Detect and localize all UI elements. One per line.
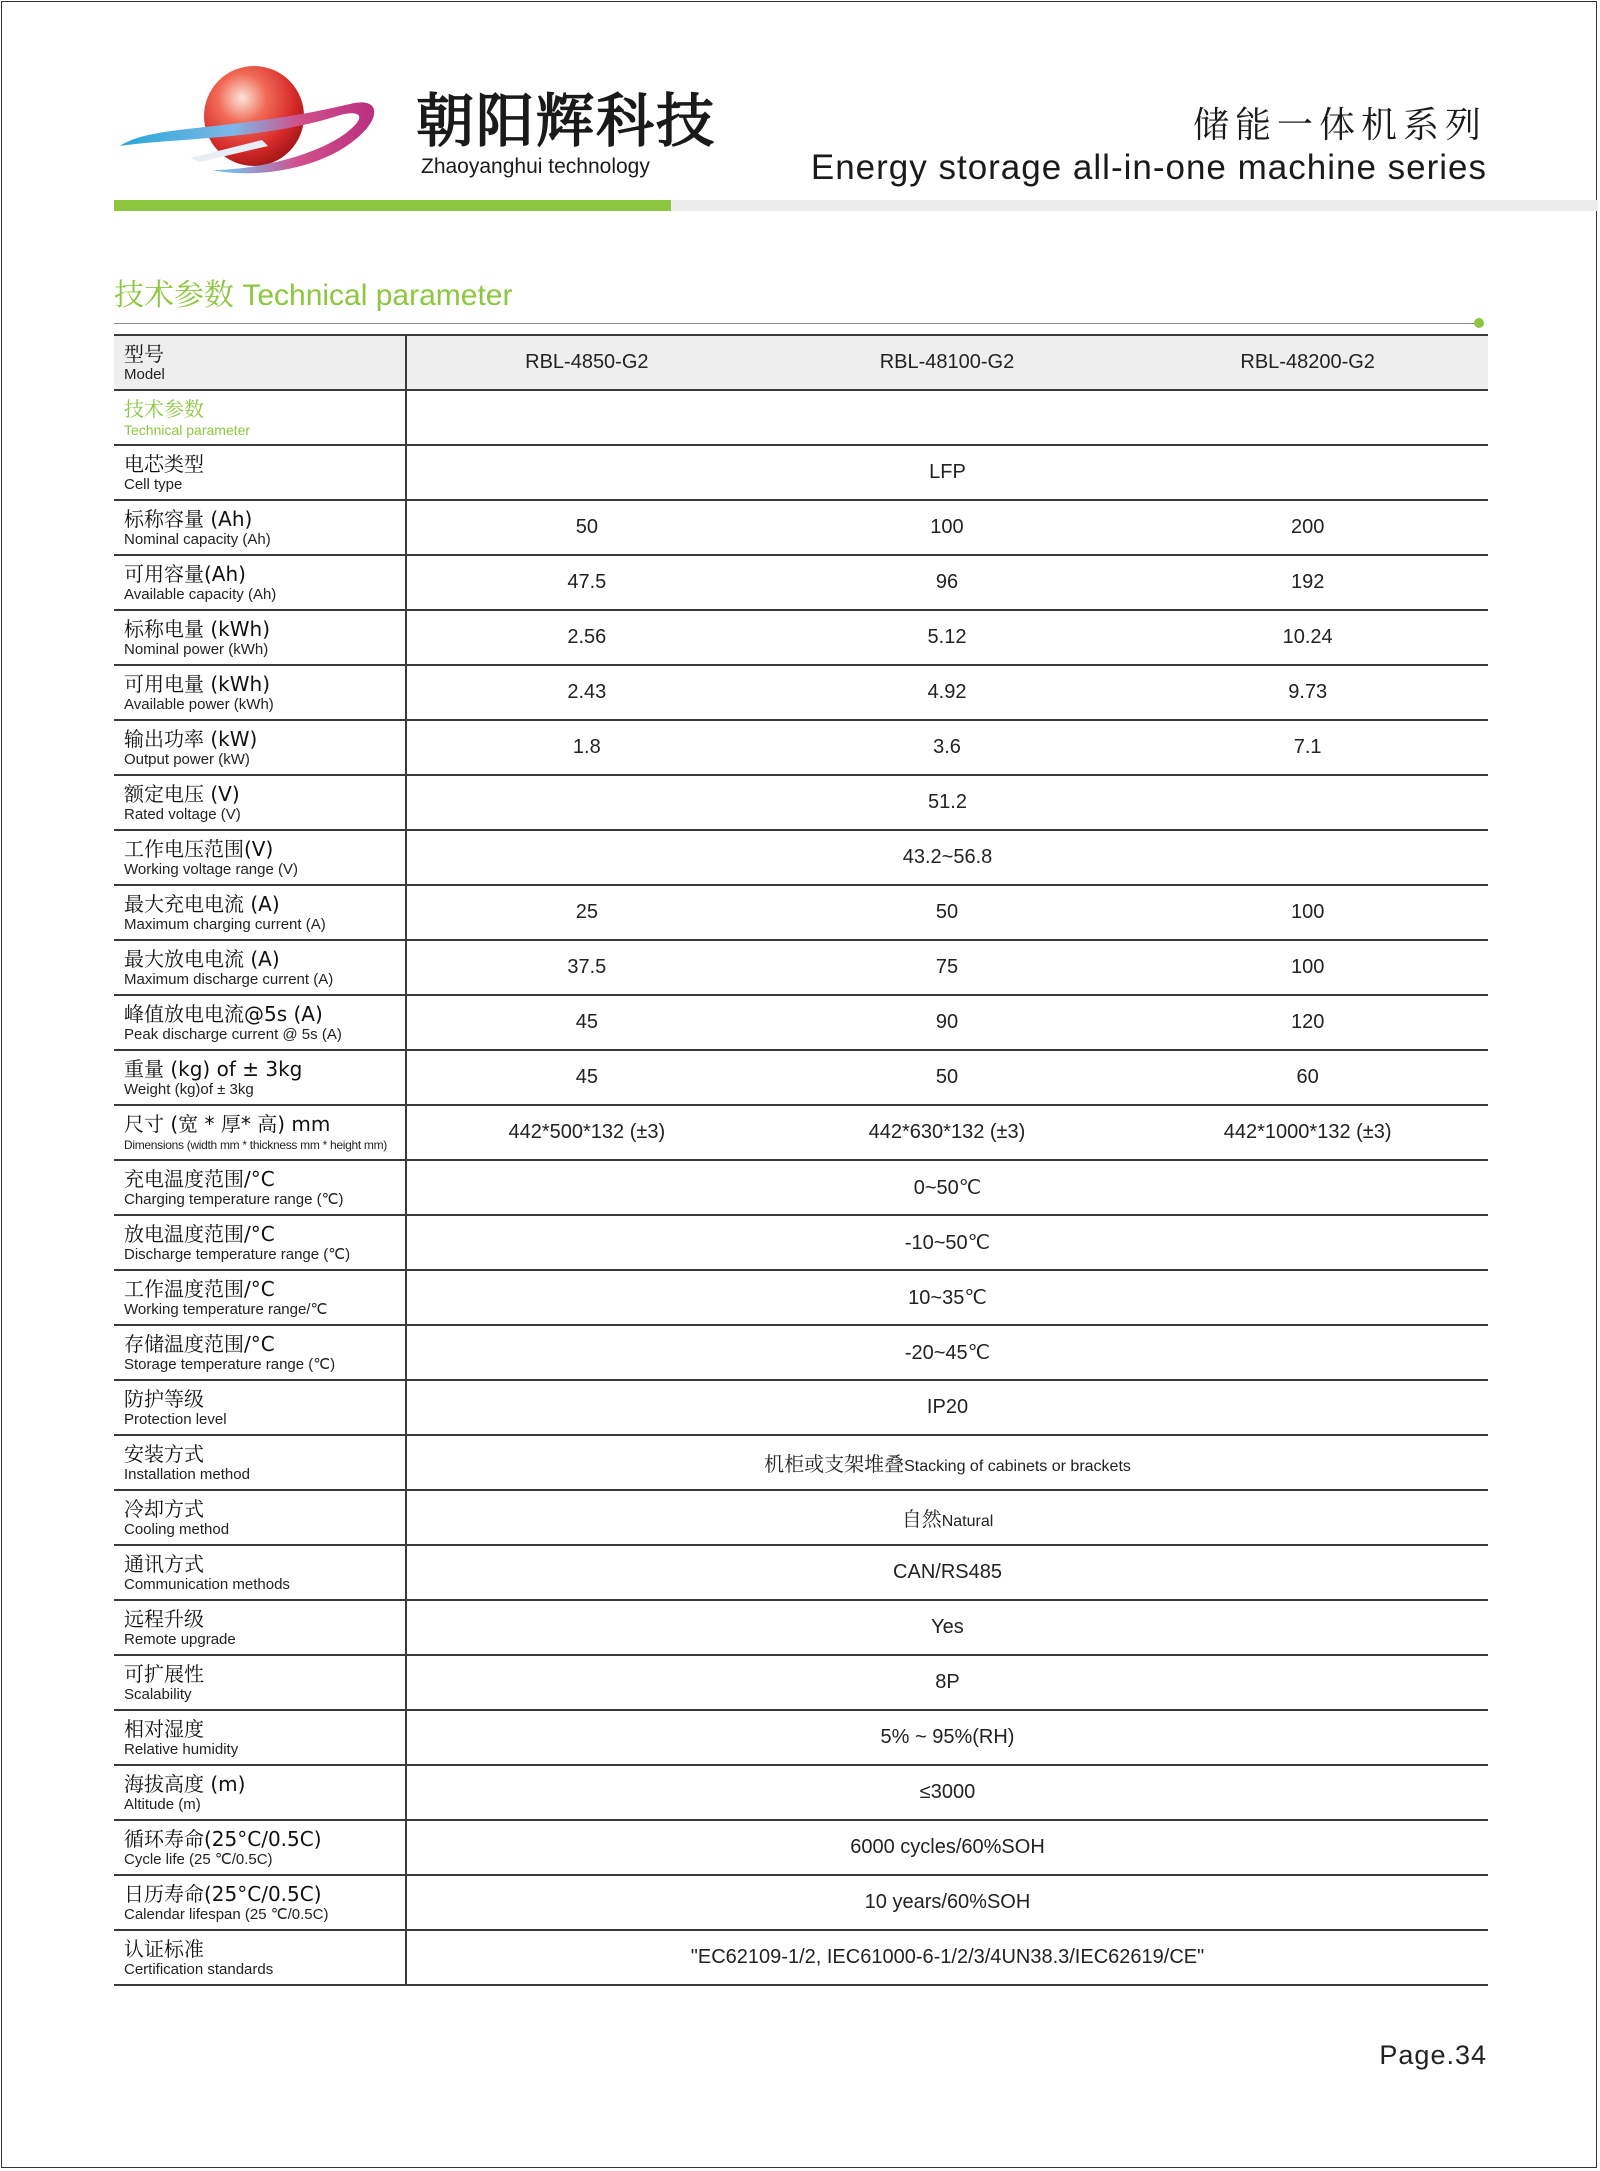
row-label-en: Cooling method: [124, 1520, 230, 1538]
subheader-empty-cell: [406, 390, 1488, 445]
table-row: [114, 1160, 1488, 1215]
row-value-model-3: 100: [1127, 885, 1488, 940]
row-label-en: Maximum charging current (A): [124, 915, 326, 933]
table-header-row: [114, 335, 1488, 390]
header-label-en: Model: [124, 365, 165, 383]
section-dot-icon: [1474, 318, 1484, 328]
row-label-cn: 可用容量(Ah): [124, 561, 246, 586]
row-value-main: LFP: [929, 461, 966, 483]
row-value-model-3: 60: [1127, 1050, 1488, 1105]
table-row: [114, 1820, 1488, 1875]
row-label-en: Rated voltage (V): [124, 805, 241, 823]
row-value-all-models: [406, 1160, 1488, 1215]
row-value-model-1: 2.43: [406, 665, 767, 720]
row-label-en: Scalability: [124, 1685, 192, 1703]
row-value-all-models: [406, 1490, 1488, 1545]
table-row: [114, 1875, 1488, 1930]
row-value-model-3: 200: [1127, 500, 1488, 555]
row-label-en: Altitude (m): [124, 1795, 201, 1813]
row-label-cn: 最大充电电流 (A): [124, 891, 280, 916]
row-label-cell: [114, 1215, 406, 1270]
row-label-en: Protection level: [124, 1410, 227, 1428]
row-value-all-models: [406, 830, 1488, 885]
row-label-cn: 循环寿命(25°C/0.5C): [124, 1826, 322, 1851]
row-value-all-models: [406, 1875, 1488, 1930]
row-label-en: Peak discharge current @ 5s (A): [124, 1025, 342, 1043]
row-value-sub: Stacking of cabinets or brackets: [904, 1458, 1131, 1475]
row-value-main: 43.2~56.8: [902, 846, 993, 868]
row-value-all-models: [406, 1270, 1488, 1325]
company-logo-icon: [112, 62, 382, 186]
row-label-cell: [114, 1490, 406, 1545]
row-label-cn: 电芯类型: [124, 451, 204, 476]
row-label-cn: 安装方式: [124, 1441, 204, 1466]
row-value-model-3: 9.73: [1127, 665, 1488, 720]
row-value-model-1: 45: [406, 995, 767, 1050]
row-label-cell: [114, 1050, 406, 1105]
row-value-main: CAN/RS485: [893, 1561, 1002, 1583]
row-value-model-3: 442*1000*132 (±3): [1127, 1105, 1488, 1160]
row-label-en: Certification standards: [124, 1960, 274, 1978]
section-divider: [114, 323, 1480, 324]
row-label-en: Cycle life (25 ℃/0.5C): [124, 1850, 273, 1868]
row-label-cn: 放电温度范围/°C: [124, 1221, 275, 1246]
row-label-cell: [114, 1325, 406, 1380]
row-label-cell: [114, 500, 406, 555]
row-value-main: 10 years/60%SOH: [864, 1891, 1031, 1913]
row-value-main: 51.2: [928, 791, 967, 813]
row-value-model-2: 5.12: [767, 610, 1128, 665]
row-label-en: Maximum discharge current (A): [124, 970, 334, 988]
row-value-model-1: 45: [406, 1050, 767, 1105]
row-label-cell: [114, 1765, 406, 1820]
row-label-cell: [114, 1655, 406, 1710]
row-label-cell: [114, 1875, 406, 1930]
row-label-en: Calendar lifespan (25 ℃/0.5C): [124, 1905, 329, 1923]
table-row: [114, 1655, 1488, 1710]
row-label-en: Relative humidity: [124, 1740, 239, 1758]
row-label-cell: [114, 1710, 406, 1765]
row-label-cn: 存储温度范围/°C: [124, 1331, 275, 1356]
row-value-main: 6000 cycles/60%SOH: [850, 1836, 1045, 1858]
row-label-cell: [114, 1160, 406, 1215]
table-row: [114, 610, 1488, 665]
table-row: [114, 1215, 1488, 1270]
row-value-all-models: [406, 1820, 1488, 1875]
row-label-cell: [114, 940, 406, 995]
row-value-model-2: 75: [767, 940, 1128, 995]
table-row: [114, 1105, 1488, 1160]
model-1: RBL-4850-G2: [406, 335, 767, 390]
row-label-cn: 冷却方式: [124, 1496, 204, 1521]
row-label-cell: [114, 1105, 406, 1160]
row-label-cn: 可扩展性: [124, 1661, 204, 1686]
row-value-model-2: 3.6: [767, 720, 1128, 775]
table-row: [114, 445, 1488, 500]
row-value-sub: Natural: [941, 1513, 994, 1530]
spec-table: [114, 334, 1488, 1986]
row-label-en: Output power (kW): [124, 750, 250, 768]
table-row: [114, 1050, 1488, 1105]
table-row: [114, 775, 1488, 830]
series-title-en: Energy storage all-in-one machine series: [810, 148, 1487, 187]
row-label-cell: [114, 775, 406, 830]
table-row: [114, 885, 1488, 940]
row-value-all-models: [406, 1545, 1488, 1600]
table-subheader-row: [114, 390, 1488, 445]
row-value-all-models: [406, 1215, 1488, 1270]
row-label-cn: 通讯方式: [124, 1551, 204, 1576]
row-value-model-2: 50: [767, 1050, 1128, 1105]
row-label-cell: [114, 555, 406, 610]
row-label-en: Discharge temperature range (℃): [124, 1245, 351, 1263]
header-label-cn: 型号: [124, 341, 164, 366]
row-label-en: Nominal capacity (Ah): [124, 530, 271, 548]
brand-name-en: Zhaoyanghui technology: [421, 155, 650, 178]
series-title-cn: 储能一体机系列: [1192, 105, 1487, 146]
brand-name-cn: 朝阳辉科技: [416, 87, 717, 155]
row-label-en: Weight (kg)of ± 3kg: [124, 1080, 254, 1098]
row-value-model-2: 4.92: [767, 665, 1128, 720]
row-value-main: 10~35℃: [908, 1287, 987, 1309]
row-label-cn: 可用电量 (kWh): [124, 671, 270, 696]
row-value-model-1: 50: [406, 500, 767, 555]
row-label-cn: 工作温度范围/°C: [124, 1276, 275, 1301]
page-number: Page.34: [1379, 2040, 1487, 2070]
row-label-en: Working temperature range/℃: [124, 1300, 328, 1318]
row-label-cn: 最大放电电流 (A): [124, 946, 280, 971]
row-label-en: Communication methods: [124, 1575, 290, 1593]
table-row: [114, 500, 1488, 555]
table-row: [114, 720, 1488, 775]
row-value-main: -10~50℃: [904, 1232, 991, 1254]
row-label-en: Working voltage range (V): [124, 860, 298, 878]
table-row: [114, 1380, 1488, 1435]
row-label-cell: [114, 1820, 406, 1875]
row-label-cn: 标称电量 (kWh): [124, 616, 270, 641]
row-value-main: Yes: [931, 1616, 964, 1638]
row-value-main: 5% ~ 95%(RH): [880, 1726, 1015, 1748]
row-label-cn: 标称容量 (Ah): [124, 506, 253, 531]
row-label-cn: 远程升级: [124, 1606, 204, 1631]
row-label-cell: [114, 1380, 406, 1435]
row-value-model-3: 10.24: [1127, 610, 1488, 665]
row-label-cell: [114, 720, 406, 775]
row-label-cn: 尺寸 (宽 * 厚* 高) mm: [124, 1111, 331, 1136]
row-label-cell: [114, 1270, 406, 1325]
row-label-cell: [114, 1930, 406, 1985]
row-value-model-1: 442*500*132 (±3): [406, 1105, 767, 1160]
header-divider-bar: [671, 200, 1598, 211]
row-value-model-1: 25: [406, 885, 767, 940]
row-value-model-1: 37.5: [406, 940, 767, 995]
row-label-cell: [114, 995, 406, 1050]
row-label-en: Storage temperature range (℃): [124, 1355, 336, 1373]
row-value-main: 0~50℃: [913, 1177, 982, 1199]
row-value-model-2: 100: [767, 500, 1128, 555]
row-label-cn: 额定电压 (V): [124, 781, 240, 806]
row-value-main: -20~45℃: [904, 1342, 991, 1364]
row-label-cn: 充电温度范围/°C: [124, 1166, 275, 1191]
row-label-cell: [114, 1545, 406, 1600]
row-value-all-models: [406, 1325, 1488, 1380]
table-row: [114, 1435, 1488, 1490]
row-label-cell: [114, 1435, 406, 1490]
row-value-model-2: 50: [767, 885, 1128, 940]
row-label-en: Nominal power (kWh): [124, 640, 269, 658]
table-row: [114, 1545, 1488, 1600]
row-value-all-models: [406, 775, 1488, 830]
row-value-all-models: [406, 1710, 1488, 1765]
row-label-en: Charging temperature range (℃): [124, 1190, 344, 1208]
row-value-model-1: 1.8: [406, 720, 767, 775]
row-label-en: Available capacity (Ah): [124, 585, 277, 603]
section-title: 技术参数 Technical parameter: [114, 279, 513, 312]
row-value-model-2: 90: [767, 995, 1128, 1050]
row-value-all-models: [406, 1930, 1488, 1985]
row-value-all-models: [406, 445, 1488, 500]
row-value-model-2: 96: [767, 555, 1128, 610]
table-row: [114, 1325, 1488, 1380]
row-value-line2: UN38.3/IEC62619/CE": [1001, 1946, 1205, 1968]
row-label-cn: 峰值放电电流@5s (A): [124, 1001, 323, 1026]
row-label-en: Dimensions (width mm * thickness mm * height mm): [124, 1137, 388, 1152]
row-value-main: 机柜或支架堆叠: [764, 1454, 905, 1476]
table-row: [114, 1930, 1488, 1985]
model-3: RBL-48200-G2: [1127, 335, 1488, 390]
row-value-model-3: 120: [1127, 995, 1488, 1050]
row-label-cell: [114, 885, 406, 940]
table-row: [114, 1710, 1488, 1765]
row-label-cell: [114, 665, 406, 720]
row-label-cn: 认证标准: [124, 1936, 204, 1961]
table-row: [114, 940, 1488, 995]
model-2: RBL-48100-G2: [767, 335, 1128, 390]
row-value-model-1: 2.56: [406, 610, 767, 665]
row-value-all-models: [406, 1600, 1488, 1655]
row-label-cn: 日历寿命(25°C/0.5C): [124, 1881, 322, 1906]
table-row: [114, 1490, 1488, 1545]
row-label-cell: [114, 830, 406, 885]
row-value-all-models: [406, 1435, 1488, 1490]
row-value-main: IP20: [926, 1396, 969, 1418]
row-label-en: Installation method: [124, 1465, 250, 1483]
row-value-model-3: 192: [1127, 555, 1488, 610]
row-value-model-2: 442*630*132 (±3): [767, 1105, 1128, 1160]
row-value-main: "EC62109-1/2, IEC61000-6-1/2/3/4: [690, 1946, 1002, 1968]
row-label-en: Cell type: [124, 475, 183, 493]
table-row: [114, 1270, 1488, 1325]
row-value-main: 8P: [935, 1671, 960, 1693]
row-value-main: ≤3000: [919, 1781, 976, 1803]
row-label-cn: 海拔高度 (m): [124, 1771, 246, 1796]
row-label-cn: 输出功率 (kW): [124, 726, 258, 751]
row-label-en: Remote upgrade: [124, 1630, 236, 1648]
row-value-all-models: [406, 1765, 1488, 1820]
row-label-cn: 工作电压范围(V): [124, 836, 274, 861]
row-value-model-3: 100: [1127, 940, 1488, 995]
row-value-model-3: 7.1: [1127, 720, 1488, 775]
row-label-cn: 相对湿度: [124, 1716, 204, 1741]
subheader-label-cn: 技术参数: [124, 396, 204, 421]
table-row: [114, 830, 1488, 885]
row-label-cell: [114, 445, 406, 500]
row-label-cell: [114, 1600, 406, 1655]
table-row: [114, 555, 1488, 610]
row-value-main: 自然: [901, 1509, 942, 1531]
row-label-cn: 重量 (kg) of ± 3kg: [124, 1056, 303, 1081]
row-value-model-1: 47.5: [406, 555, 767, 610]
subheader-label-cell: [114, 390, 406, 445]
table-row: [114, 995, 1488, 1050]
table-row: [114, 1600, 1488, 1655]
header-label-cell: [114, 335, 406, 390]
subheader-label-en: Technical parameter: [124, 421, 251, 438]
table-row: [114, 665, 1488, 720]
table-row: [114, 1765, 1488, 1820]
row-value-all-models: [406, 1380, 1488, 1435]
row-value-all-models: [406, 1655, 1488, 1710]
row-label-cell: [114, 610, 406, 665]
row-label-en: Available power (kWh): [124, 695, 274, 713]
row-label-cn: 防护等级: [124, 1386, 204, 1411]
header-accent-bar: [114, 200, 671, 211]
